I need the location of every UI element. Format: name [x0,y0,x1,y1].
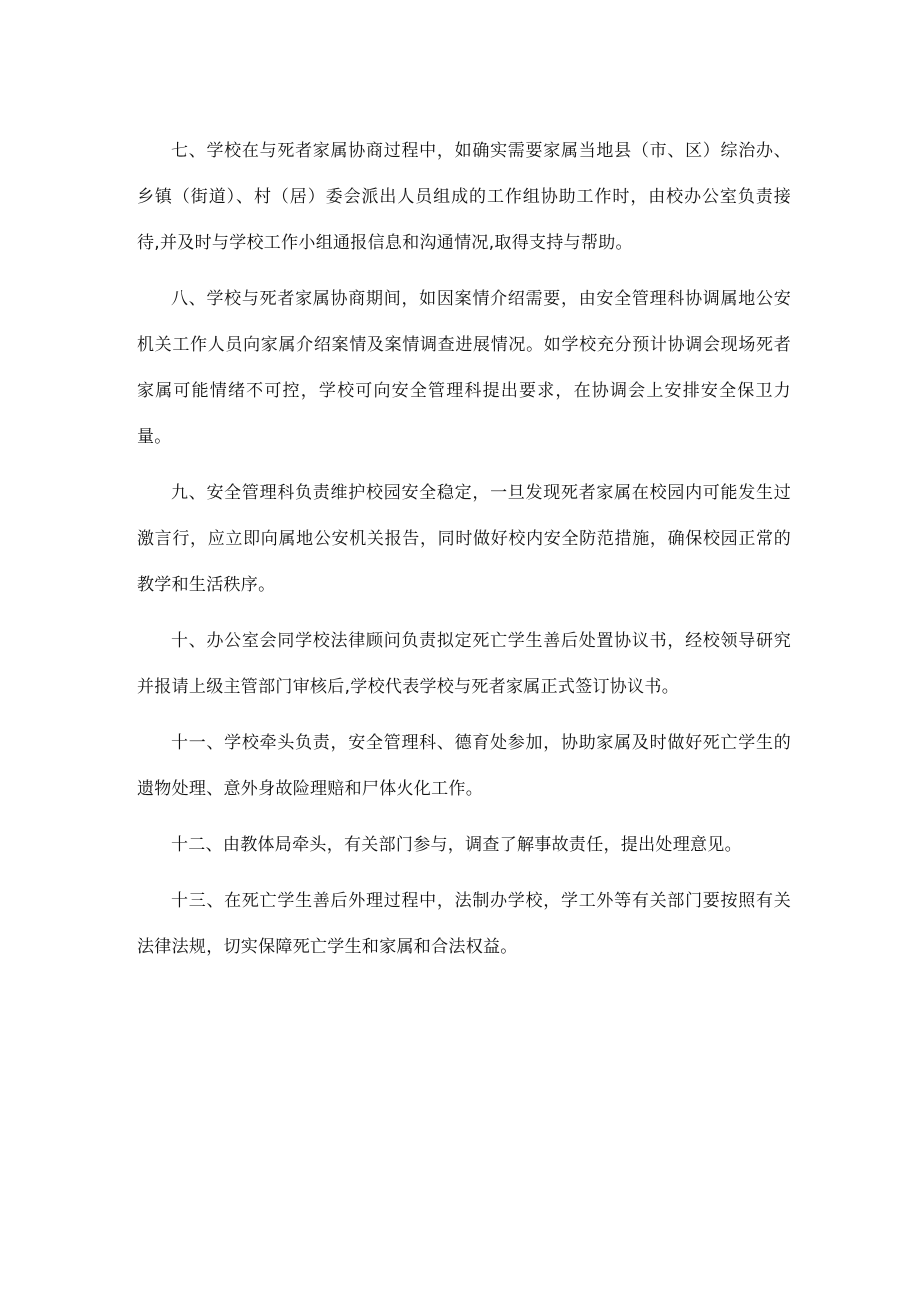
paragraph-9: 九、安全管理科负责维护校园安全稳定，一旦发现死者家属在校园内可能发生过激言行，应立即向属地公安机关报告，同时做好校内安全防范措施，确保校园正常的教学和生活秩序。 [137,483,791,595]
paragraph-13: 十三、在死亡学生善后外理过程中，法制办学校，学工外等有关部门要按照有关法律法规，切实保障死亡学生和家属和合法权益。 [137,891,791,957]
paragraph-7: 七、学校在与死者家属协商过程中，如确实需要家属当地县（市、区）综治办、乡镇（街道）、村（居）委会派出人员组成的工作组协助工作时，由校办公室负责接待,并及时与学校工作小组通报信息和沟通情况,取得支持与帮助。 [137,141,791,253]
paragraph-10: 十、办公室会同学校法律顾问负责拟定死亡学生善后处置协议书，经校领导研究并报请上级主管部门审核后,学校代表学校与死者家属正式签订协议书。 [137,631,791,697]
document-body [137,128,791,980]
paragraph-8: 八、学校与死者家属协商期间，如因案情介绍需要，由安全管理科协调属地公安机关工作人员向家属介绍案情及案情调查进展情况。如学校充分预计协调会现场死者家属可能情绪不可控，学校可向安全管理科提出要求，在协调会上安排安全保卫力量。 [137,289,791,447]
paragraph-11: 十一、学校牵头负责，安全管理科、德育处参加，协助家属及时做好死亡学生的遗物处理、意外身故险理赔和尸体火化工作。 [137,733,791,799]
paragraph-12: 十二、由教体局牵头，有关部门参与，调查了解事故责任，提出处理意见。 [171,835,742,855]
